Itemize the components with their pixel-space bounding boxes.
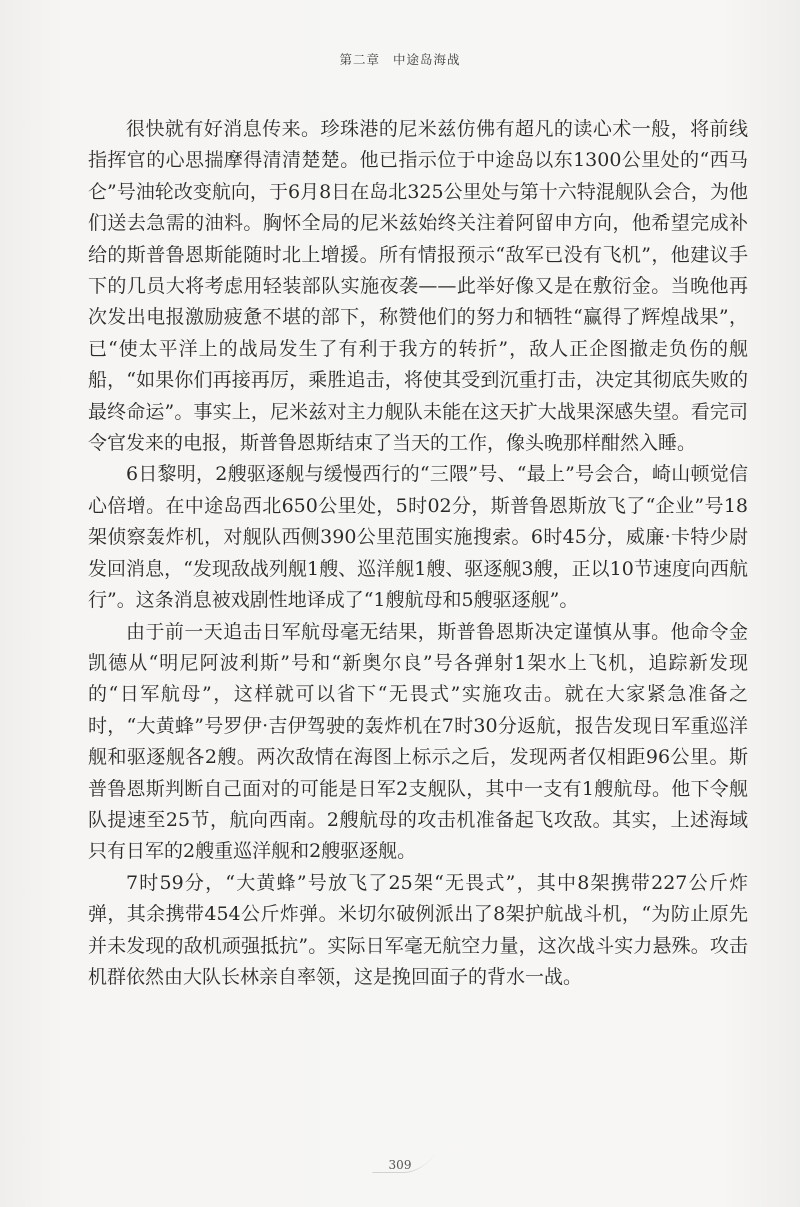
paragraph: 7时59分，“大黄蜂”号放飞了25架“无畏式”，其中8架携带227公斤炸弹，其余携带454公斤炸弹。米切尔破例派出了8架护航战斗机，“为防止原先并未发现的敌机顽强抵抗”。实际日军毫无航空力量，这次战斗实力悬殊。攻击机群依然由大队长林亲自率领，这是挽回面子的背水一战。 <box>88 871 748 988</box>
body-text <box>88 114 748 993</box>
paragraph: 由于前一天追击日军航母毫无结果，斯普鲁恩斯决定谨慎从事。他命令金凯德从“明尼阿波利斯”号和“新奥尔良”号各弹射1架水上飞机，追踪新发现的“日军航母”，这样就可以省下“无畏式”实施攻击。就在大家紧急准备之时，“大黄蜂”号罗伊·吉伊驾驶的轰炸机在7时30分返航，报告发现日军重巡洋舰和驱逐舰各2艘。两次敌情在海图上标示之后，发现两者仅相距96公里。斯普鲁恩斯判断自己面对的可能是日军2支舰队，其中一支有1艘航母。他下令舰队提速至25节，航向西南。2艘航母的攻击机准备起飞攻敌。其实，上述海域只有日军的2艘重巡洋舰和2艘驱逐舰。 <box>88 620 748 863</box>
running-head <box>0 50 800 68</box>
paragraph: 6日黎明，2艘驱逐舰与缓慢西行的“三隈”号、“最上”号会合，崎山顿觉信心倍增。在中途岛西北650公里处，5时02分，斯普鲁恩斯放飞了“企业”号18架侦察轰炸机，对舰队西侧390公里范围实施搜索。6时45分，威廉·卡特少尉发回消息，“发现敌战列舰1艘、巡洋舰1艘、驱逐舰3艘，正以10节速度向西航行”。这条消息被戏剧性地译成了“1艘航母和5艘驱逐舰”。 <box>88 463 748 612</box>
paragraph: 很快就有好消息传来。珍珠港的尼米兹仿佛有超凡的读心术一般，将前线指挥官的心思揣摩得清清楚楚。他已指示位于中途岛以东1300公里处的“西马仑”号油轮改变航向，于6月8日在岛北325公里处与第十六特混舰队会合，为他们送去急需的油料。胸怀全局的尼米兹始终关注着阿留申方向，他希望完成补给的斯普鲁恩斯能随时北上增援。所有情报预示“敌军已没有飞机”，他建议手下的几员大将考虑用轻装部队实施夜袭——此举好像又是在敷衍金。当晚他再次发出电报激励疲惫不堪的部下，称赞他们的努力和牺牲“赢得了辉煌战果”，已“使太平洋上的战局发生了有利于我方的转折”，敌人正企图撤走负伤的舰船，“如果你们再接再厉，乘胜追击，将使其受到沉重打击，决定其彻底失败的最终命运”。事实上，尼米兹对主力舰队未能在这天扩大战果深感失望。看完司令官发来的电报，斯普鲁恩斯结束了当天的工作，像头晚那样酣然入睡。 <box>88 118 748 455</box>
page-number: 309 <box>388 1158 412 1172</box>
chapter-label: 第二章 <box>339 52 380 67</box>
chapter-title: 中途岛海战 <box>392 52 461 67</box>
